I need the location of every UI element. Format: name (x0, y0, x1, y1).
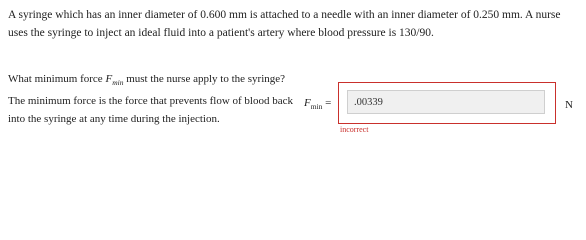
question-text-end: must the nurse apply to the syringe? The minimum force is the force that prevents flow of blood back into the syringe at any time during the injection. (8, 73, 293, 125)
unit-label: N (565, 99, 573, 111)
answer-label-subscript: min (310, 102, 323, 111)
question-variable (105, 73, 123, 85)
question-variable-symbol: F (105, 73, 113, 85)
question-text-start: What minimum force (8, 73, 106, 85)
answer-label-symbol: F (304, 97, 311, 109)
question-text (8, 70, 298, 128)
problem-statement: A syringe which has an inner diameter of 0.600 mm is attached to a needle with an inner diameter of 0.250 mm. A nurse uses the syringe to inject an ideal fluid into a patient's artery where blood pressure is 130/90. (8, 9, 561, 39)
answer-input[interactable] (347, 90, 545, 114)
question-variable-subscript: min (112, 78, 124, 87)
answer-label-equals: = (322, 97, 332, 109)
answer-label (304, 96, 331, 114)
incorrect-feedback: incorrect (340, 125, 369, 134)
answer-box (338, 82, 556, 124)
